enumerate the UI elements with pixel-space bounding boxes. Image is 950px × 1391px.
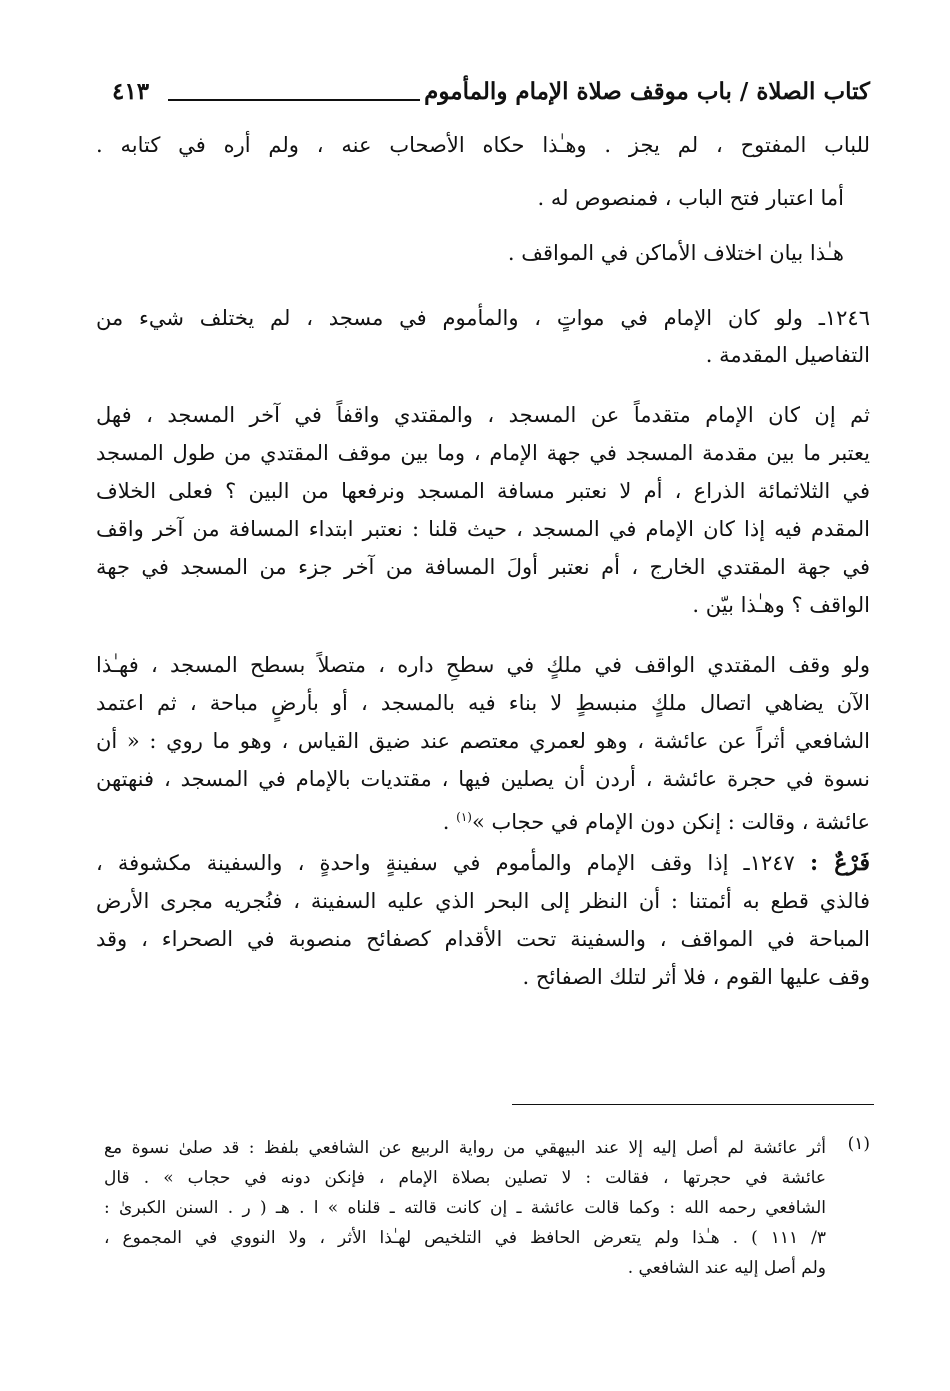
text-line: يعتبر ما بين مقدمة المسجد في جهة الإمام ، وما بين موقف المقتدي من طول المسجد — [96, 441, 870, 465]
text-line: الآن يضاهي اتصال ملكٍ منبسطٍ لا بناء فيه بالمسجد ، أو بأرضٍ مباحة ، ثم اعتمد — [96, 691, 870, 715]
page-number: ٤١٣ — [112, 78, 150, 105]
footnote-separator — [512, 1104, 874, 1105]
text-line: وقف عليها القوم ، فلا أثر لتلك الصفائح . — [522, 965, 870, 989]
text-line: هـٰذا بيان اختلاف الأماكن في المواقف . — [507, 241, 844, 265]
running-header-title: كتاب الصلاة / باب موقف صلاة الإمام والمأموم — [424, 78, 870, 105]
text-line: أما اعتبار فتح الباب ، فمنصوص له . — [537, 186, 844, 210]
text-line — [96, 802, 870, 837]
text-line-content: ١٢٤٧ـ إذا وقف الإمام والمأموم في سفينةٍ واحدةٍ ، والسفينة مكشوفة ، — [96, 851, 795, 875]
footnote-marker: (١) — [847, 1134, 870, 1154]
header-rule — [168, 99, 420, 101]
text-line: نسوة في حجرة عائشة ، أردن أن يصلين فيها ، مقتديات بالإمام في المسجد ، فنهتهن — [96, 767, 870, 791]
text-line: فالذي قطع به أئمتنا : أن النظر إلى البحر الذي عليه السفينة ، فنُجريه مجرى الأرض — [96, 889, 870, 913]
text-line: ولو وقف المقتدي الواقف في ملكٍ في سطحِ داره ، متصلاً بسطح المسجد ، فهـٰذا — [96, 653, 870, 677]
footnote-line: أثر عائشة لم أصل إليه إلا عند البيهقي من رواية الربيع عن الشافعي بلفظ : قد صلىٰ نسوة مع — [104, 1138, 826, 1158]
text-line: ١٢٤٦ـ ولو كان الإمام في مواتٍ ، والمأموم في مسجد ، لم يختلف شيء من — [96, 306, 870, 330]
text-line: التفاصيل المقدمة . — [705, 343, 870, 367]
text-line: ثم إن كان الإمام متقدماً عن المسجد ، والمقتدي واقفاً في آخر المسجد ، فهل — [96, 403, 870, 427]
text-line: في الثلاثمائة الذراع ، أم لا نعتبر مسافة المسجد ونرفعها من البين ؟ فعلى الخلاف — [96, 479, 870, 503]
footnote-line: عائشة في حجرتها ، فقالت : لا تصلين بصلاة الإمام ، فإنكن دونه في حجاب » . قال — [104, 1168, 826, 1188]
text-line: الواقف ؟ وهـٰذا بيّن . — [692, 593, 870, 617]
text-line: الشافعي أثراً عن عائشة ، وهو لعمري معتصم عند ضيق القياس ، وهو ما روي : « أن — [96, 729, 870, 753]
text-line: المباحة في المواقف ، والسفينة تحت الأقدام كصفائح منصوبة في الصحراء ، وقد — [96, 927, 870, 951]
footnote-line: الشافعي رحمه الله : وكما قالت عائشة ـ إن كانت قالته ـ قلناه » ا . هـ ( ر . السنن الكبرىٰ : — [104, 1198, 826, 1218]
sentence-period: . — [442, 810, 450, 834]
text-line: في جهة المقتدي الخارج ، أم نعتبر أولَ المسافة من آخر جزء من المسجد في جهة — [96, 555, 870, 579]
text-line-content: عائشة ، وقالت : إنكن دون الإمام في حجاب » — [471, 810, 870, 834]
section-label-far: فَرْعٌ : — [809, 850, 870, 876]
text-line: للباب المفتوح ، لم يجز . وهـٰذا حكاه الأصحاب عنه ، ولم أره في كتابه . — [96, 133, 870, 157]
footnote-reference: (١) — [456, 810, 472, 824]
text-line: المقدم فيه إذا كان الإمام في المسجد ، حيث قلنا : نعتبر ابتداء المسافة من آخر واقف — [96, 517, 870, 541]
footnote-line: ولم أصل إليه عند الشافعي . — [627, 1258, 826, 1278]
text-line — [96, 848, 870, 878]
footnote-line: ٣/ ١١١ ) . هـٰذا ولم يتعرض الحافظ في التلخيص لهـٰذا الأثر ، ولا النووي في المجموع ، — [104, 1228, 826, 1248]
